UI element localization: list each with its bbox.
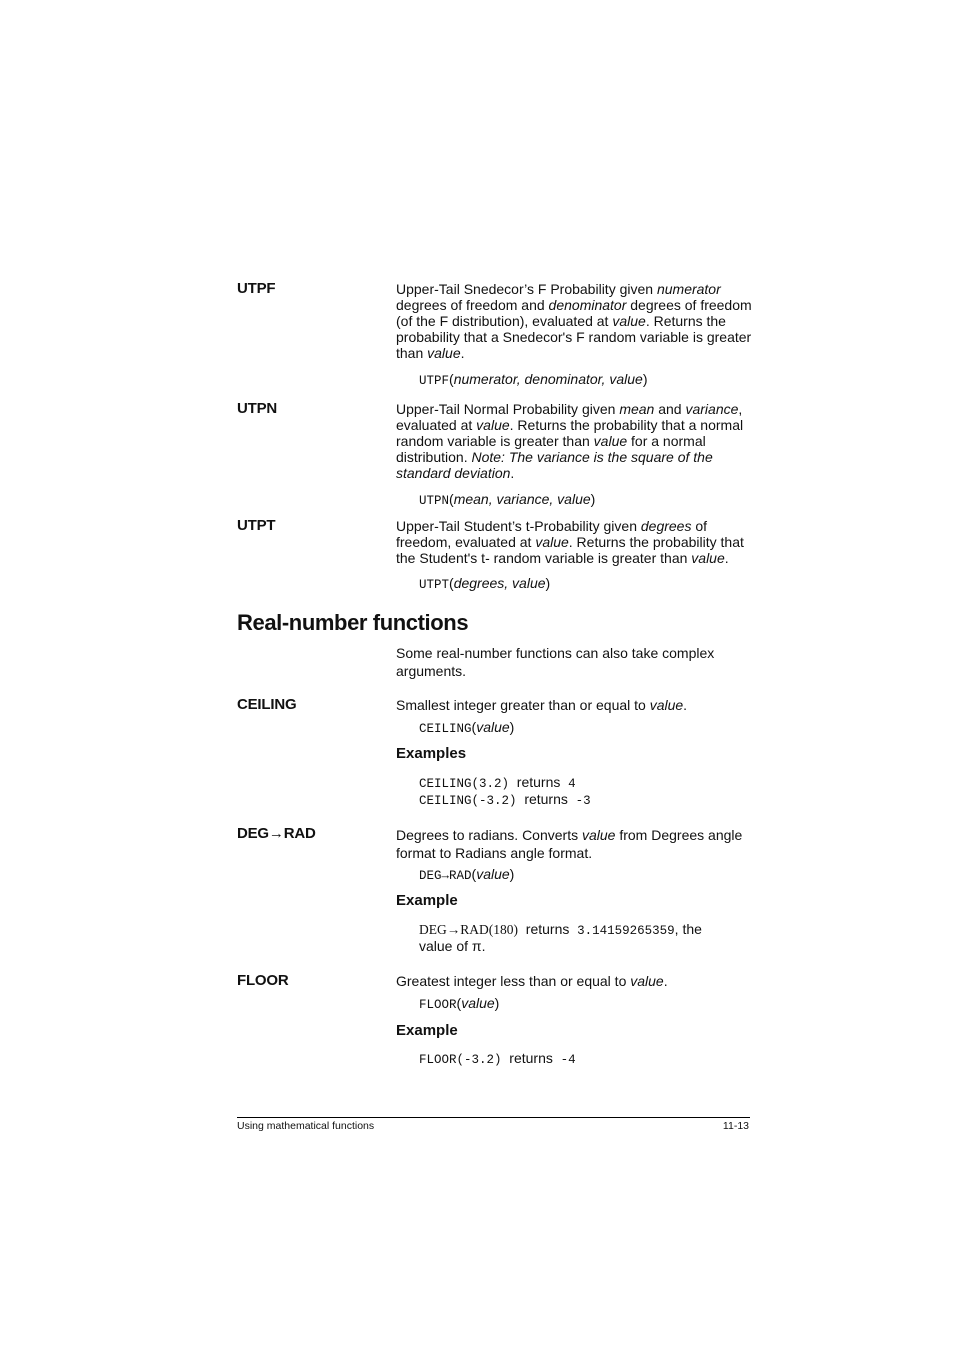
example-heading-floor: Example (396, 1022, 458, 1039)
desc-text: . (510, 465, 515, 481)
desc-emphasis: degrees (640, 518, 692, 534)
example-degrad (419, 921, 702, 939)
desc-emphasis: variance (685, 401, 739, 417)
example-result: 4 (568, 777, 576, 791)
desc-text: . (663, 973, 668, 989)
desc-emphasis: mean (619, 401, 655, 417)
syntax-args: numerator, denominator, value (453, 371, 643, 387)
desc-text: Degrees to radians. Converts (396, 827, 582, 843)
desc-text: . (460, 345, 465, 361)
desc-emphasis: value (612, 313, 646, 329)
section-intro: Some real-number functions can also take complex arguments. (396, 645, 715, 679)
desc-text: Upper-Tail Snedecor’s F Probability given (396, 281, 657, 297)
desc-emphasis: value (630, 973, 664, 989)
desc-ceiling (396, 697, 752, 713)
syntax-degrad: DEG→RAD(value) (419, 866, 515, 883)
syntax-fn: DEG→RAD (419, 869, 472, 883)
desc-emphasis: Note: The variance is the square of the standard deviation (396, 449, 713, 481)
example-result: -4 (560, 1053, 576, 1067)
desc-utpt (396, 518, 752, 566)
example-returns: returns (524, 791, 568, 807)
example-floor (419, 1050, 576, 1068)
desc-text: Greatest integer less than or equal to (396, 973, 631, 989)
desc-emphasis: value (427, 345, 461, 361)
example-degrad-tail: value of π. (419, 938, 486, 954)
syntax-floor: FLOOR(value) (419, 995, 500, 1012)
example-ceiling-1 (419, 774, 576, 792)
desc-text: . (724, 550, 729, 566)
example-code: DEG→RAD(180) (419, 922, 518, 937)
example-code: FLOOR(-3.2) (419, 1053, 502, 1067)
example-returns: returns (509, 1050, 553, 1066)
syntax-args: value (476, 719, 510, 735)
example-result: 3.14159265359 (577, 924, 675, 938)
footer-chapter: Using mathematical functions (237, 1120, 375, 1132)
footer-rule (237, 1117, 750, 1118)
examples-heading-ceiling: Examples (396, 745, 467, 762)
desc-text: , evaluated at (396, 401, 743, 433)
desc-degrad (396, 826, 752, 862)
desc-emphasis: value (649, 697, 684, 713)
syntax-fn: CEILING (419, 722, 472, 736)
syntax-args: value (476, 866, 510, 882)
desc-emphasis: value (535, 534, 569, 550)
desc-text: Upper-Tail Normal Probability given (396, 401, 620, 417)
example-tail: , the (674, 921, 702, 937)
term-utpn: UTPN (237, 400, 278, 417)
syntax-args: value (461, 995, 495, 1011)
desc-text: for a normal distribution. (396, 433, 706, 465)
example-result: -3 (575, 794, 591, 808)
desc-text: Smallest integer greater than or equal to (396, 697, 650, 713)
desc-text: . Returns the probability that a Snedecor's F random variable is greater than (396, 313, 752, 361)
desc-emphasis: denominator (548, 297, 627, 313)
desc-text: from Degrees angle format to Radians angle format. (396, 827, 743, 861)
syntax-args: mean, variance, value (453, 491, 591, 507)
example-code: CEILING(-3.2) (419, 794, 517, 808)
syntax-ceiling: CEILING(value) (419, 719, 515, 736)
desc-emphasis: value (691, 550, 725, 566)
desc-text: degrees of freedom and (396, 297, 549, 313)
term-degrad: DEG→RAD (237, 825, 316, 842)
syntax-fn: UTPT (419, 578, 450, 592)
desc-emphasis: numerator (656, 281, 721, 297)
syntax-utpt: UTPT(degrees, value) (419, 575, 551, 592)
example-returns: returns (516, 774, 561, 790)
example-returns: returns (525, 921, 570, 937)
desc-text: . Returns the probability that the Student's t- random variable is greater than (396, 534, 744, 566)
desc-text: Upper-Tail Student’s t-Probability given (396, 518, 641, 534)
syntax-args: degrees, value (453, 575, 546, 591)
desc-emphasis: value (476, 417, 510, 433)
desc-text: . Returns the probability that a normal random variable is greater than (396, 417, 744, 449)
term-utpt: UTPT (237, 517, 276, 534)
desc-text: of freedom, evaluated at (396, 518, 708, 550)
desc-text: and (654, 401, 686, 417)
syntax-fn: UTPF (419, 374, 450, 388)
desc-utpn (396, 401, 752, 481)
syntax-fn: FLOOR (419, 998, 457, 1012)
example-heading-degrad: Example (396, 892, 458, 909)
term-ceiling: CEILING (237, 696, 297, 713)
desc-emphasis: value (581, 827, 616, 843)
desc-utpf (396, 281, 752, 361)
syntax-utpn: UTPN(mean, variance, value) (419, 491, 596, 508)
desc-emphasis: value (593, 433, 628, 449)
syntax-fn: UTPN (419, 494, 450, 508)
section-heading: Real-number functions (237, 610, 469, 635)
term-floor: FLOOR (237, 972, 289, 989)
footer-page-number: 11-13 (722, 1120, 749, 1132)
desc-text: degrees of freedom (of the F distribution), evaluated at (396, 297, 752, 329)
desc-text: . (683, 697, 688, 713)
desc-floor (396, 973, 752, 989)
term-utpf: UTPF (237, 280, 276, 297)
example-code: CEILING(3.2) (419, 777, 510, 791)
syntax-utpf: UTPF(numerator, denominator, value) (419, 371, 648, 388)
example-ceiling-2 (419, 791, 591, 809)
